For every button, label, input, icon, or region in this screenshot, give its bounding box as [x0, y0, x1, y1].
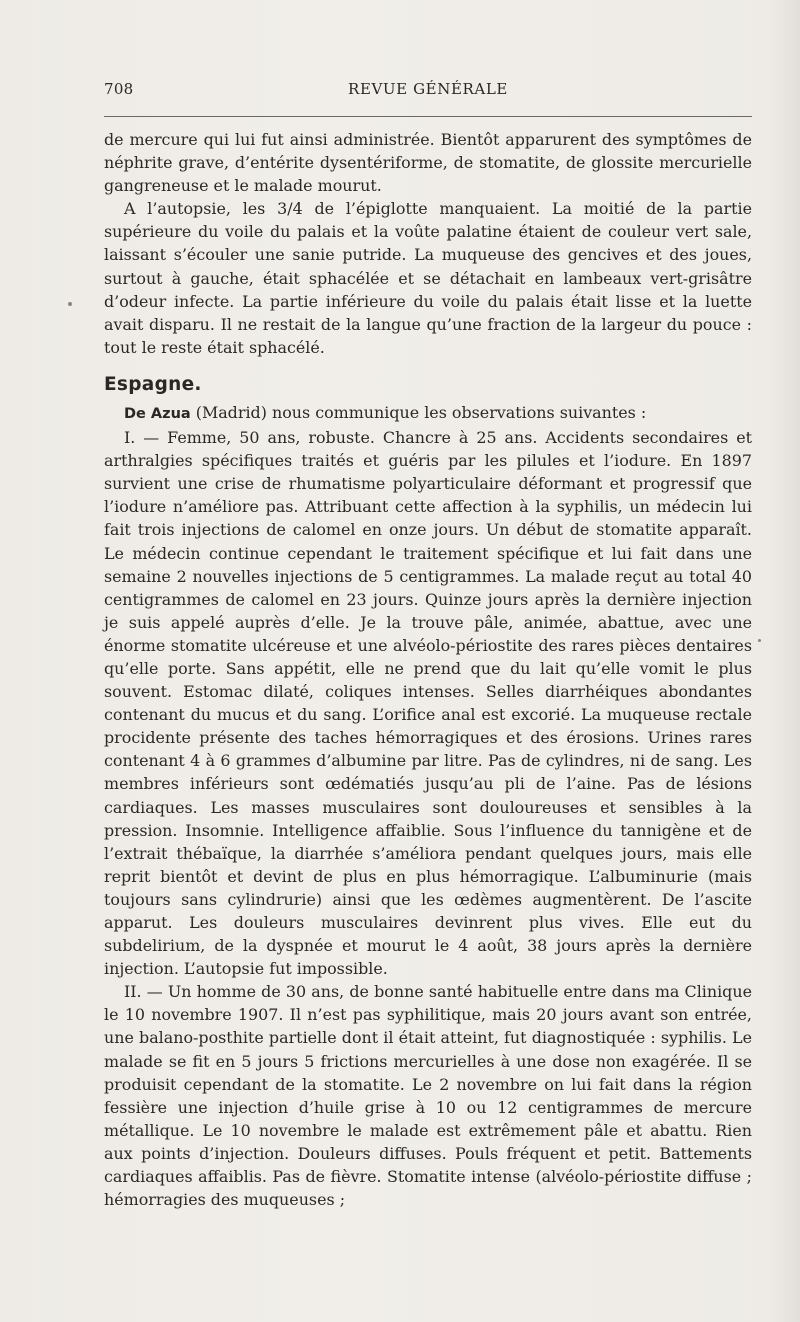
case-one: I. — Femme, 50 ans, robuste. Chancre à 25 ans. Accidents secondaires et arthralgies spécifiques traités et guéris par les pilules et l’iodure. En 1897 survient une crise de rhumatisme polyarticulaire déformant et progressif que l’iodure n’améliore pas. Attribuant cette affection à la syphilis, un médecin lui fait trois injections de calomel en onze jours. Un début de stomatite apparaît. Le médecin continue cependant le traitement spécifique et lui fait dans une semaine 2 nouvelles injections de 5 centigrammes. La malade reçut au total 40 centigrammes de calomel en 23 jours. Quinze jours après la dernière injection je suis appelé auprès d’elle. Je la trouve pâle, animée, abattue, avec une énorme stomatite ulcéreuse et une alvéolo-périostite des rares pièces dentaires qu’elle porte. Sans appétit, elle ne prend que du lait qu’elle vomit le plus souvent. Estomac dilaté, coliques intenses. Selles diarrhéiques abondantes contenant du mucus et du sang. L’orifice anal est excorié. La muqueuse rectale procidente présente des taches hémorragiques et des érosions. Urines rares contenant 4 à 6 grammes d’albumine par litre. Pas de cylindres, ni de sang. Les membres inférieurs sont œdématiés jusqu’au pli de l’aine. Pas de lésions cardiaques. Les masses musculaires sont douloureuses et sensibles à la pression. Insomnie. Intelligence affaiblie. Sous l’influence du tannigène et de l’extrait thébaïque, la diarrhée s’améliora pendant quelques jours, mais elle reprit bientôt et devint de plus en plus hémorragique. L’albuminurie (mais toujours sans cylindrurie) ainsi que les œdèmes augmentèrent. De l’ascite apparut. Les douleurs musculaires devinrent plus vives. Elle eut du subdelirium, de la dyspnée et mourut le 4 août, 38 jours après la dernière injection. L’autopsie fut impossible. [104, 428, 752, 979]
author-name: De Azua [124, 405, 191, 422]
page-number: 708 [104, 80, 134, 98]
running-title: REVUE GÉNÉRALE [348, 80, 508, 98]
section-intro [104, 401, 752, 426]
case-two: II. — Un homme de 30 ans, de bonne santé habituelle entre dans ma Clinique le 10 novembre 1907. Il n’est pas syphilitique, mais 20 jours avant son entrée, une balano-posthite partielle dont il était atteint, fut diagnostiquée : syphilis. Le malade se fit en 5 jours 5 frictions mercurielles à une dose non exagérée. Il se produisit cependant de la stomatite. Le 2 novembre on lui fait dans la région fessière une injection d’huile grise à 10 ou 12 centigrammes de mercure métallique. Le 10 novembre le malade est extrêmement pâle et abattu. Rien aux points d’injection. Douleurs diffuses. Pouls fréquent et petit. Battements cardiaques affaiblis. Pas de fièvre. Stomatite intense (alvéolo-périostite diffuse ; hémorragies des muqueuses ; [104, 982, 752, 1210]
margin-dot [68, 302, 72, 306]
running-header [104, 76, 752, 102]
section-intro-text: (Madrid) nous communique les observations suivantes : [190, 402, 647, 422]
margin-dot [758, 639, 761, 642]
section-heading: Espagne. [104, 373, 202, 395]
header-rule [104, 116, 752, 117]
page-edge-shadow [770, 0, 800, 1322]
body-text [104, 128, 752, 1211]
paragraph-autopsy: A l’autopsie, les 3/4 de l’épiglotte manquaient. La moitié de la partie supérieure du voile du palais et la voûte palatine étaient de couleur vert sale, laissant s’écouler une sanie putride. La muqueuse des gencives et des joues, surtout à gauche, était sphacélée et se détachait en lambeaux vert-grisâtre d’odeur infecte. La partie inférieure du voile du palais était lisse et la luette avait disparu. Il ne restait de la langue qu’une fraction de la largeur du pouce : tout le reste était sphacélé. [104, 199, 752, 357]
paragraph-continuation: de mercure qui lui fut ainsi administrée. Bientôt apparurent des symptômes de néphrite grave, d’entérite dysentériforme, de stomatite, de glossite mercurielle gangreneuse et le malade mourut. [104, 130, 752, 196]
